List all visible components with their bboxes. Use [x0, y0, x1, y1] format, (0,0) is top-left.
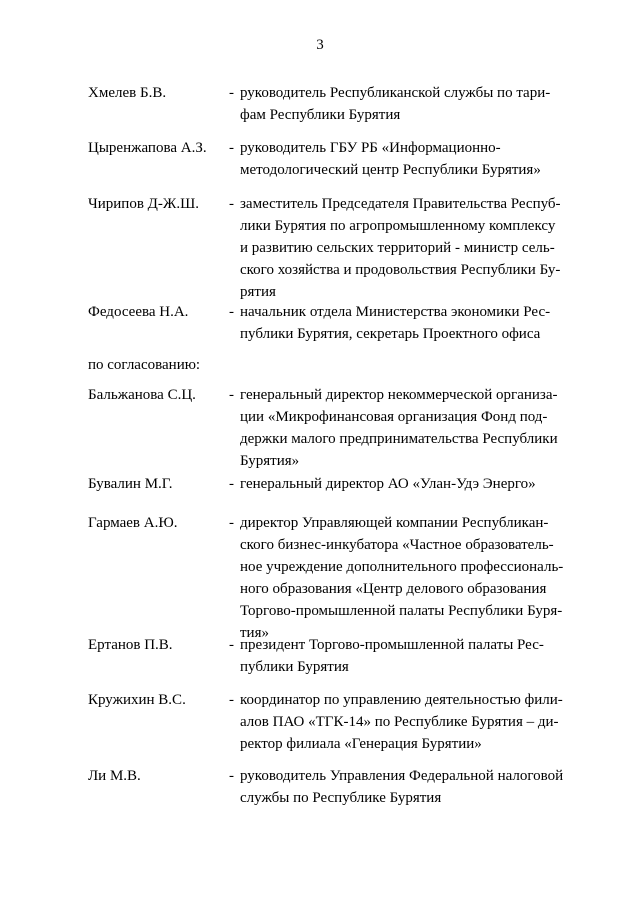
position-line: тия» [240, 625, 269, 641]
member-position [240, 384, 572, 472]
member-position [240, 765, 572, 809]
dash-separator: - [229, 515, 234, 531]
dash-separator: - [229, 476, 234, 492]
position-line: генеральный директор АО «Улан-Удэ Энерго» [240, 476, 536, 492]
position-line: службы по Республике Бурятия [240, 790, 442, 806]
member-name: Гармаев А.Ю. [88, 515, 178, 531]
position-line: публики Бурятия, секретарь Проектного офиса [240, 326, 541, 342]
position-line: президент Торгово-промышленной палаты Рес- [240, 637, 544, 653]
position-line: ского хозяйства и продовольствия Республики Бу- [240, 262, 561, 278]
member-position [240, 82, 572, 126]
member-name: Федосеева Н.А. [88, 304, 189, 320]
position-line: держки малого предпринимательства Республики [240, 431, 558, 447]
section-label: по согласованию: [88, 357, 201, 373]
position-line: руководитель ГБУ РБ «Информационно- [240, 140, 501, 156]
position-line: лики Бурятия по агропромышленному комплексу [240, 218, 556, 234]
dash-separator: - [229, 85, 234, 101]
dash-separator: - [229, 387, 234, 403]
position-line: координатор по управлению деятельностью фили- [240, 692, 563, 708]
member-name: Бувалин М.Г. [88, 476, 173, 492]
member-name: Цыренжапова А.З. [88, 140, 207, 156]
member-position [240, 689, 572, 755]
member-name: Ертанов П.В. [88, 637, 173, 653]
position-line: Бурятия» [240, 453, 300, 469]
position-line: ции «Микрофинансовая организация Фонд под- [240, 409, 548, 425]
member-position [240, 137, 572, 181]
position-line: и развитию сельских территорий - министр сель- [240, 240, 555, 256]
dash-separator: - [229, 304, 234, 320]
dash-separator: - [229, 140, 234, 156]
member-name: Чирипов Д-Ж.Ш. [88, 196, 199, 212]
member-position [240, 512, 572, 644]
member-position [240, 193, 572, 303]
dash-separator: - [229, 768, 234, 784]
position-line: рятия [240, 284, 276, 300]
position-line: заместитель Председателя Правительства Респуб- [240, 196, 561, 212]
member-position [240, 634, 572, 678]
dash-separator: - [229, 637, 234, 653]
member-position [240, 301, 572, 345]
member-name: Бальжанова С.Ц. [88, 387, 196, 403]
position-line: алов ПАО «ТГК-14» по Республике Бурятия – ди- [240, 714, 559, 730]
position-line: начальник отдела Министерства экономики Рес- [240, 304, 551, 320]
position-line: ное учреждение дополнительного профессиональ- [240, 559, 564, 575]
page-number: 3 [316, 37, 324, 53]
position-line: ного образования «Центр делового образования [240, 581, 547, 597]
position-line: ского бизнес-инкубатора «Частное образователь- [240, 537, 554, 553]
dash-separator: - [229, 692, 234, 708]
dash-separator: - [229, 196, 234, 212]
member-name: Хмелев Б.В. [88, 85, 167, 101]
position-line: руководитель Республиканской службы по тари- [240, 85, 551, 101]
position-line: генеральный директор некоммерческой организа- [240, 387, 558, 403]
position-line: публики Бурятия [240, 659, 349, 675]
position-line: ректор филиала «Генерация Бурятии» [240, 736, 482, 752]
member-name: Ли М.В. [88, 768, 141, 784]
position-line: методологический центр Республики Бурятия» [240, 162, 541, 178]
position-line: фам Республики Бурятия [240, 107, 401, 123]
position-line: Торгово-промышленной палаты Республики Буря- [240, 603, 563, 619]
position-line: руководитель Управления Федеральной налоговой [240, 768, 564, 784]
member-name: Кружихин В.С. [88, 692, 186, 708]
member-position [240, 473, 572, 495]
position-line: директор Управляющей компании Республикан- [240, 515, 549, 531]
